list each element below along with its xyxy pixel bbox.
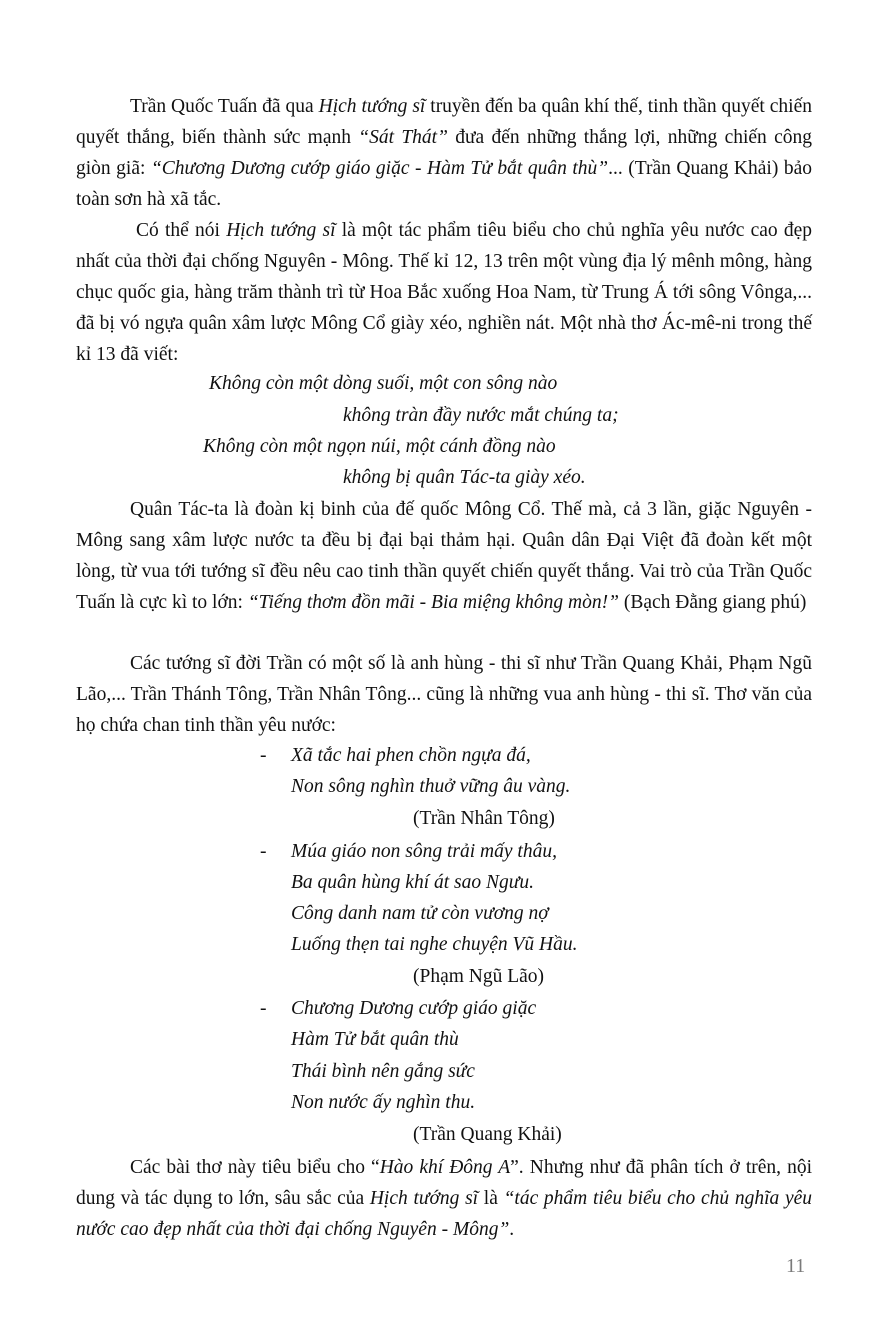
poem-author: (Phạm Ngũ Lão) bbox=[413, 966, 545, 987]
poem-line: Không còn một ngọn núi, một cánh đồng nào bbox=[203, 436, 556, 457]
paragraph-text: Các tướng sĩ đời Trần có một số là anh hùng - thi sĩ như Trần Quang Khải, Phạm Ngũ Lão,... Trần Thánh Tông, Trần Nhân Tông... cũng là những vua anh hùng - thi sĩ. Thơ văn của họ chứa chan tinh thần yêu nước: bbox=[76, 653, 812, 736]
poem-line: Hàm Tử bắt quân thù bbox=[291, 1029, 459, 1050]
paragraph-3 bbox=[76, 494, 812, 618]
poem-line: Không còn một dòng suối, một con sông nào bbox=[209, 373, 558, 394]
paragraph-text: đưa đến những thắng lợi, những chiến công giòn giã: bbox=[76, 127, 812, 179]
poem-line: không tràn đầy nước mắt chúng ta; bbox=[343, 405, 619, 426]
page-number: 11 bbox=[786, 1255, 806, 1277]
poem-line: Công danh nam tử còn vương nợ bbox=[291, 903, 549, 924]
poem-dash: - bbox=[260, 841, 267, 862]
paragraph-text: Quân Tác-ta là đoàn kị binh của đế quốc Mông Cổ. Thế mà, cả 3 lần, giặc Nguyên - Mông sang xâm lược nước ta đều bị đại bại thảm hại. Quân dân Đại Việt đã đoàn kết một lòng, từ vua tới tướng sĩ đều nêu cao tinh thần quyết chiến quyết thắng. Vai trò của Trần Quốc Tuấn là cực kì to lớn: bbox=[76, 499, 812, 613]
paragraph-italic: Hịch tướng sĩ bbox=[318, 96, 426, 117]
paragraph-5 bbox=[76, 1152, 812, 1245]
paragraph-italic: “tác phẩm tiêu biểu cho chủ nghĩa yêu nước cao đẹp nhất của thời đại chống Nguyên - Mông” bbox=[76, 1188, 813, 1240]
poem-author: (Trần Quang Khải) bbox=[413, 1124, 562, 1145]
paragraph-text: . bbox=[509, 1219, 515, 1240]
paragraph-text: (Bạch Đằng giang phú) bbox=[618, 592, 807, 613]
poem-line: Luống thẹn tai nghe chuyện Vũ Hầu. bbox=[291, 934, 578, 955]
paragraph-2 bbox=[76, 215, 812, 370]
poem-line: Chương Dương cướp giáo giặc bbox=[291, 998, 537, 1019]
paragraph-4 bbox=[76, 648, 812, 741]
poem-line: Ba quân hùng khí át sao Ngưu. bbox=[291, 872, 535, 893]
paragraph-text: Trần Quốc Tuấn đã qua bbox=[130, 96, 319, 117]
paragraph-text: ... (Trần Quang Khải) bảo toàn sơn hà xã tắc. bbox=[76, 158, 812, 210]
paragraph-text: là bbox=[478, 1188, 504, 1209]
poem-dash: - bbox=[260, 998, 267, 1019]
paragraph-1 bbox=[76, 91, 812, 215]
poem-line: Múa giáo non sông trải mấy thâu, bbox=[291, 841, 557, 862]
paragraph-italic: Hịch tướng sĩ bbox=[369, 1188, 479, 1209]
paragraph-text: ”. Nhưng như đã phân tích ở trên, nội dung và tác dụng to lớn, sâu sắc của bbox=[76, 1157, 812, 1209]
paragraph-text: Các bài thơ này tiêu biểu cho “ bbox=[130, 1157, 380, 1178]
poem-line: Non nước ấy nghìn thu. bbox=[291, 1092, 476, 1113]
paragraph-text: là một tác phẩm tiêu biểu cho chủ nghĩa yêu nước cao đẹp nhất của thời đại chống Nguyên - Mông. Thế kỉ 12, 13 trên một vùng địa lý mênh mông, hàng chục quốc gia, hàng trăm thành trì từ Hoa Bắc xuống Hoa Nam, từ Trung Á tới sông Vônga,... đã bị vó ngựa quân xâm lược Mông Cổ giày xéo, nghiền nát. Một nhà thơ Ác-mê-ni trong thế kỉ 13 đã viết: bbox=[76, 220, 813, 365]
paragraph-italic: “Sát Thát” bbox=[358, 127, 448, 148]
poem-author: (Trần Nhân Tông) bbox=[413, 808, 555, 829]
paragraph-text: truyền đến ba quân khí thế, tinh thần quyết chiến quyết thắng, biến thành sức mạnh bbox=[76, 96, 813, 148]
paragraph-italic: “Chương Dương cướp giáo giặc - Hàm Tử bắt quân thù” bbox=[150, 158, 609, 179]
poem-line: Non sông nghìn thuở vững âu vàng. bbox=[291, 776, 571, 797]
poem-line: Xã tắc hai phen chồn ngựa đá, bbox=[291, 745, 531, 766]
paragraph-italic: Hào khí Đông A bbox=[379, 1157, 511, 1178]
poem-dash: - bbox=[260, 745, 267, 766]
paragraph-italic: “Tiếng thơm đồn mãi - Bia miệng không mòn!” bbox=[247, 592, 619, 613]
paragraph-italic: Hịch tướng sĩ bbox=[226, 220, 336, 241]
poem-line: không bị quân Tác-ta giày xéo. bbox=[343, 467, 586, 488]
paragraph-text: Có thể nói bbox=[136, 220, 227, 241]
poem-line: Thái bình nên gắng sức bbox=[291, 1061, 475, 1082]
